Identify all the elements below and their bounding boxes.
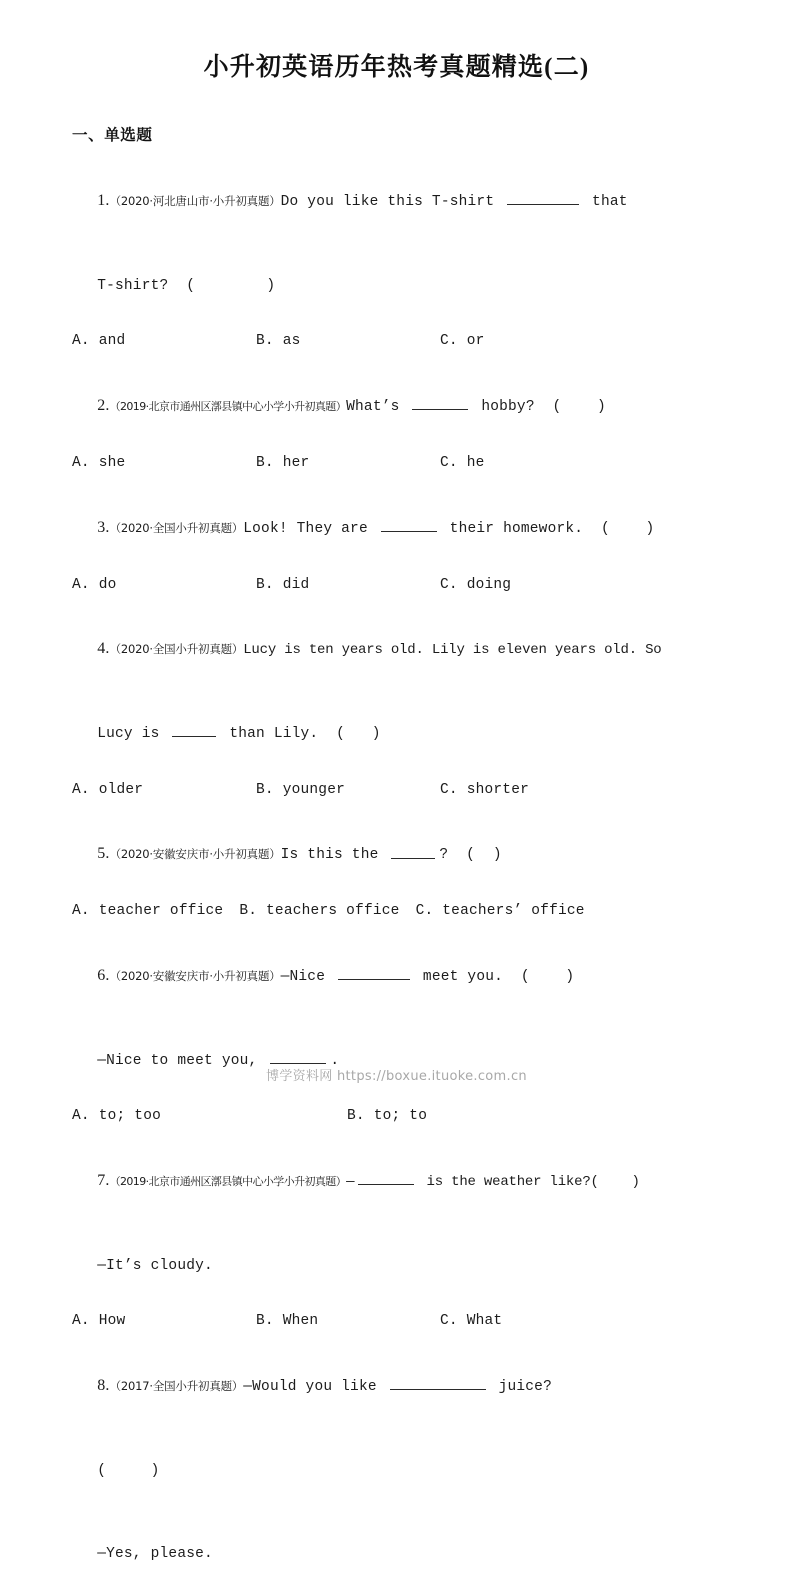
question-number: 3. bbox=[97, 519, 110, 537]
question-text-continued bbox=[72, 1228, 721, 1302]
question-number: 7. bbox=[97, 1172, 110, 1190]
question-source: （2019·北京市通州区漷县镇中心小学小升初真题） bbox=[109, 400, 347, 414]
question-number: 5. bbox=[97, 845, 110, 863]
question-text bbox=[72, 1144, 721, 1219]
question-stem-post: hobby? ( ) bbox=[472, 399, 606, 416]
option-c[interactable]: C. shorter bbox=[440, 781, 530, 798]
option-b[interactable]: B. teachers office bbox=[239, 903, 400, 920]
question-text-continued bbox=[72, 696, 721, 771]
answer-blank[interactable] bbox=[381, 516, 437, 532]
question-source: （2019·北京市通州区漷县镇中心小学小升初真题） bbox=[109, 1175, 347, 1189]
option-b[interactable]: B. younger bbox=[256, 781, 346, 798]
question-stem-post: juice? bbox=[489, 1379, 552, 1396]
question-text bbox=[72, 613, 721, 687]
question-stem-line2-post: than Lily. ( ) bbox=[220, 726, 381, 742]
option-c[interactable]: C. he bbox=[440, 455, 485, 472]
question-item bbox=[72, 165, 721, 350]
option-b[interactable]: B. to; to bbox=[347, 1108, 428, 1125]
question-stem-post: meet you. ( ) bbox=[414, 969, 575, 986]
question-source: （2020·安徽安庆市·小升初真题） bbox=[109, 969, 281, 984]
answer-blank[interactable] bbox=[412, 394, 468, 410]
question-source: （2020·河北唐山市·小升初真题） bbox=[109, 194, 281, 209]
question-text bbox=[72, 939, 721, 1014]
option-a[interactable]: A. How bbox=[72, 1313, 126, 1330]
question-item bbox=[72, 818, 721, 920]
question-stem-line3: —Yes, please. bbox=[97, 1546, 213, 1563]
option-a[interactable]: A. to; too bbox=[72, 1108, 162, 1125]
question-stem-pre: —Would you like bbox=[243, 1379, 386, 1396]
question-stem-post: ? ( ) bbox=[439, 847, 502, 864]
question-text bbox=[72, 491, 721, 566]
question-item bbox=[72, 1144, 721, 1329]
option-a[interactable]: A. and bbox=[72, 333, 126, 350]
question-text bbox=[72, 1349, 721, 1424]
question-stem-post: their homework. ( ) bbox=[440, 521, 655, 538]
option-b[interactable]: B. When bbox=[256, 1313, 319, 1330]
option-c[interactable]: C. teachers’ office bbox=[415, 903, 585, 920]
question-stem-pre: What’s bbox=[346, 399, 409, 416]
question-source: （2020·安徽安庆市·小升初真题） bbox=[109, 847, 281, 862]
question-stem-pre: Is this the bbox=[280, 847, 388, 864]
option-c[interactable]: C. or bbox=[440, 333, 485, 350]
option-a[interactable]: A. teacher office bbox=[72, 903, 224, 920]
question-stem-pre: —Nice bbox=[280, 969, 335, 986]
option-c[interactable]: C. What bbox=[440, 1313, 503, 1330]
question-item bbox=[72, 1349, 721, 1590]
option-row bbox=[72, 903, 721, 919]
option-a[interactable]: A. older bbox=[72, 781, 144, 798]
question-number: 2. bbox=[97, 397, 110, 415]
question-number: 1. bbox=[97, 192, 110, 210]
question-stem-line2: ( ) bbox=[97, 1462, 160, 1479]
option-row bbox=[72, 455, 721, 471]
question-item bbox=[72, 613, 721, 798]
question-item bbox=[72, 491, 721, 593]
option-row bbox=[72, 577, 721, 593]
question-source: （2020·全国小升初真题） bbox=[109, 642, 244, 657]
question-stem-pre: Look! They are bbox=[243, 521, 377, 538]
question-stem-pre: — bbox=[346, 1174, 355, 1191]
question-source: （2017·全国小升初真题） bbox=[109, 1379, 244, 1394]
question-item bbox=[72, 939, 721, 1124]
question-answer-bracket bbox=[72, 1433, 721, 1507]
question-text bbox=[72, 165, 721, 240]
question-stem-post: that bbox=[583, 194, 628, 211]
question-text bbox=[72, 369, 721, 444]
answer-blank[interactable] bbox=[507, 189, 579, 205]
question-source: （2020·全国小升初真题） bbox=[109, 521, 244, 536]
answer-blank[interactable] bbox=[270, 1048, 326, 1064]
option-b[interactable]: B. as bbox=[256, 333, 301, 350]
question-stem-line2-pre: Lucy is bbox=[97, 726, 169, 742]
option-a[interactable]: A. do bbox=[72, 576, 117, 593]
option-a[interactable]: A. she bbox=[72, 455, 126, 472]
question-text bbox=[72, 818, 721, 893]
answer-blank[interactable] bbox=[172, 721, 216, 737]
answer-blank[interactable] bbox=[338, 964, 410, 980]
question-stem-pre: Do you like this T-shirt bbox=[280, 194, 504, 211]
question-stem-line2: —It’s cloudy. bbox=[97, 1257, 213, 1274]
answer-blank[interactable] bbox=[391, 842, 435, 858]
question-text-continued bbox=[72, 1023, 721, 1098]
answer-blank[interactable] bbox=[390, 1374, 486, 1390]
question-stem-post: is the weather like?( ) bbox=[418, 1174, 640, 1191]
section-heading-multiple-choice: 一、单选题 bbox=[72, 125, 153, 144]
option-b[interactable]: B. her bbox=[256, 455, 310, 472]
option-b[interactable]: B. did bbox=[256, 576, 310, 593]
question-number: 6. bbox=[97, 967, 110, 985]
question-number: 4. bbox=[97, 640, 110, 658]
footer-watermark: 博学资料网 https://boxue.ituoke.com.cn bbox=[266, 1069, 527, 1084]
question-number: 8. bbox=[97, 1377, 110, 1395]
option-row bbox=[72, 782, 721, 798]
option-c[interactable]: C. doing bbox=[440, 576, 512, 593]
question-text-continued bbox=[72, 1516, 721, 1590]
answer-blank[interactable] bbox=[358, 1169, 414, 1185]
question-text-continued bbox=[72, 248, 721, 322]
question-item bbox=[72, 369, 721, 471]
option-row bbox=[72, 1313, 721, 1329]
question-stem-line2-post: . bbox=[330, 1052, 340, 1069]
option-row bbox=[72, 333, 721, 349]
page-title: 小升初英语历年热考真题精选(二) bbox=[203, 54, 590, 81]
question-stem-line2-pre: —Nice to meet you, bbox=[97, 1052, 267, 1069]
question-stem-line2: T-shirt? ( ) bbox=[97, 277, 276, 294]
question-stem-pre: Lucy is ten years old. Lily is eleven years old. So bbox=[243, 642, 662, 659]
